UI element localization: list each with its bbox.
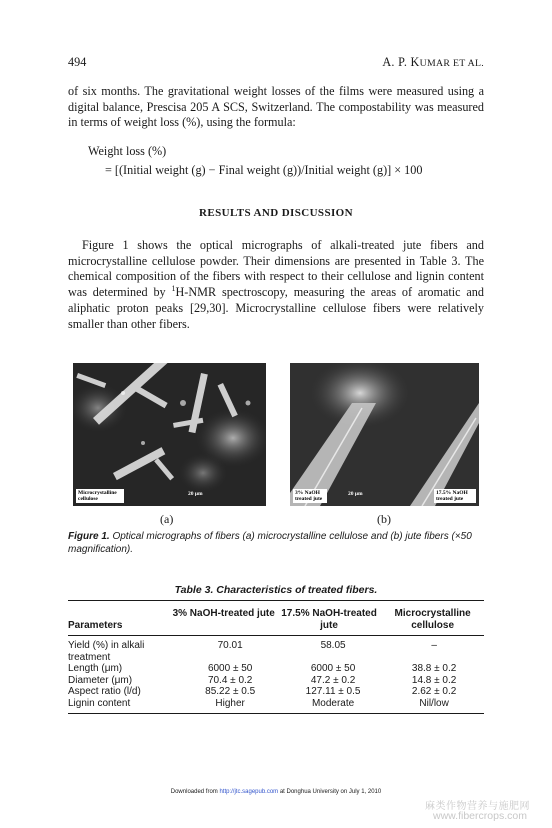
micrograph-a-scale-text: 20 μm bbox=[188, 491, 203, 497]
micrograph-b-scale-text: 20 μm bbox=[348, 491, 363, 497]
results-paragraph bbox=[68, 238, 484, 332]
micrograph-b bbox=[290, 363, 479, 506]
micrograph-a-image bbox=[73, 363, 266, 506]
table-top-rule bbox=[68, 600, 484, 601]
table-bottom-rule bbox=[68, 713, 484, 714]
table-row bbox=[68, 698, 484, 710]
figure-caption bbox=[68, 531, 484, 556]
table-cell: Length (μm) bbox=[68, 663, 123, 674]
watermark-url: www.fibercrops.com bbox=[433, 810, 527, 822]
running-head-prefix: A. P. K bbox=[382, 55, 420, 69]
table-cell: 47.2 ± 0.2 bbox=[310, 674, 356, 686]
panel-a-label: (a) bbox=[160, 512, 174, 526]
table-row bbox=[68, 675, 484, 687]
table-row bbox=[68, 686, 484, 698]
header-3pct-naoh: 3% NaOH-treated jute bbox=[172, 608, 275, 619]
table-row bbox=[68, 640, 484, 663]
micrograph-b-inset-right: 17.5% NaOH treated jute bbox=[434, 489, 476, 503]
header-17pct-naoh: 17.5% NaOH-treated jute bbox=[281, 608, 377, 631]
section-heading: RESULTS AND DISCUSSION bbox=[199, 207, 353, 219]
download-suffix: at Donghua University on July 1, 2010 bbox=[278, 789, 382, 795]
table-cell: 85.22 ± 0.5 bbox=[205, 686, 256, 697]
table-cell: 38.8 ± 0.2 bbox=[411, 663, 457, 674]
micrograph-b-image bbox=[290, 363, 479, 506]
table-cell: 6000 ± 50 bbox=[207, 663, 253, 674]
watermark-cn: 麻类作物营养与施肥网 bbox=[425, 801, 530, 812]
formula-line-1: Weight loss (%) bbox=[88, 144, 167, 158]
table-cell: Moderate bbox=[311, 697, 355, 709]
table-header-rule bbox=[68, 635, 484, 636]
page-number: 494 bbox=[68, 55, 87, 69]
results-sup: 1 bbox=[171, 284, 176, 294]
table-cell: Diameter (μm) bbox=[68, 674, 133, 686]
table-cell: Higher bbox=[215, 697, 245, 709]
table-header-row bbox=[68, 608, 484, 631]
panel-b-label: (b) bbox=[377, 512, 391, 526]
download-prefix: Downloaded from bbox=[170, 789, 220, 795]
download-link[interactable]: http://jtc.sagepub.com bbox=[219, 789, 279, 795]
header-parameters: Parameters bbox=[68, 619, 123, 631]
table-title: Table 3. Characteristics of treated fibers. bbox=[174, 584, 378, 596]
table-cell: 70.4 ± 0.2 bbox=[207, 674, 253, 686]
table-cell: 6000 ± 50 bbox=[310, 663, 356, 674]
table-3 bbox=[68, 600, 484, 714]
figure-caption-label: Figure 1. bbox=[68, 531, 110, 542]
results-text-a: Figure 1 shows the optical micrographs of alkali-treated jute fibers and microcrystalline cellulose powder. Their dimensions are presented in Table 3. The chemical composition of the fibers with respect to their cellulose and lignin content was determined by bbox=[68, 238, 484, 300]
table-cell: 70.01 bbox=[217, 640, 243, 651]
micrograph-b-scale bbox=[348, 491, 363, 497]
running-head-smallcaps: UMAR ET AL. bbox=[419, 58, 484, 69]
table-cell: 127.11 ± 0.5 bbox=[305, 686, 361, 697]
table-grid bbox=[68, 608, 484, 631]
results-text-b: H-NMR spectroscopy, measuring the areas of aromatic and aliphatic proton peaks [29,30]. Microcrystalline cellulose fibers were relatively smaller than other fibers. bbox=[68, 285, 484, 331]
table-cell: 14.8 ± 0.2 bbox=[411, 674, 457, 686]
micrograph-a-scale bbox=[188, 491, 203, 497]
table-cell: Lignin content bbox=[68, 697, 131, 709]
table-body bbox=[68, 640, 484, 709]
intro-paragraph: of six months. The gravitational weight losses of the films were measured using a digital balance, Prescisa 205 A SCS, Switzerland. The compostability was measured in terms of weight loss (%), using the formula: bbox=[68, 84, 484, 130]
figure-caption-text: Optical micrographs of fibers (a) microcrystalline cellulose and (b) jute fibers (×50 magnification). bbox=[68, 531, 472, 555]
table-cell: Nil/low bbox=[419, 697, 449, 709]
table-cell: Aspect ratio (l/d) bbox=[68, 686, 141, 697]
table-cell: – bbox=[431, 640, 437, 651]
table-cell: 2.62 ± 0.2 bbox=[411, 686, 457, 697]
download-notice bbox=[0, 789, 552, 795]
header-microcrystalline: Microcrystalline cellulose bbox=[394, 608, 471, 631]
running-head bbox=[360, 55, 484, 70]
micrograph-a-inset-label: Microcrystalline cellulose bbox=[76, 489, 124, 503]
table-row bbox=[68, 663, 484, 675]
formula-line-2: = [(Initial weight (g) − Final weight (g))/Initial weight (g)] × 100 bbox=[105, 163, 423, 177]
micrograph-a bbox=[73, 363, 266, 506]
table-cell: Yield (%) in alkali treatment bbox=[68, 640, 145, 663]
micrograph-b-inset-left: 3% NaOH treated jute bbox=[293, 489, 327, 503]
table-cell: 58.05 bbox=[320, 640, 346, 651]
